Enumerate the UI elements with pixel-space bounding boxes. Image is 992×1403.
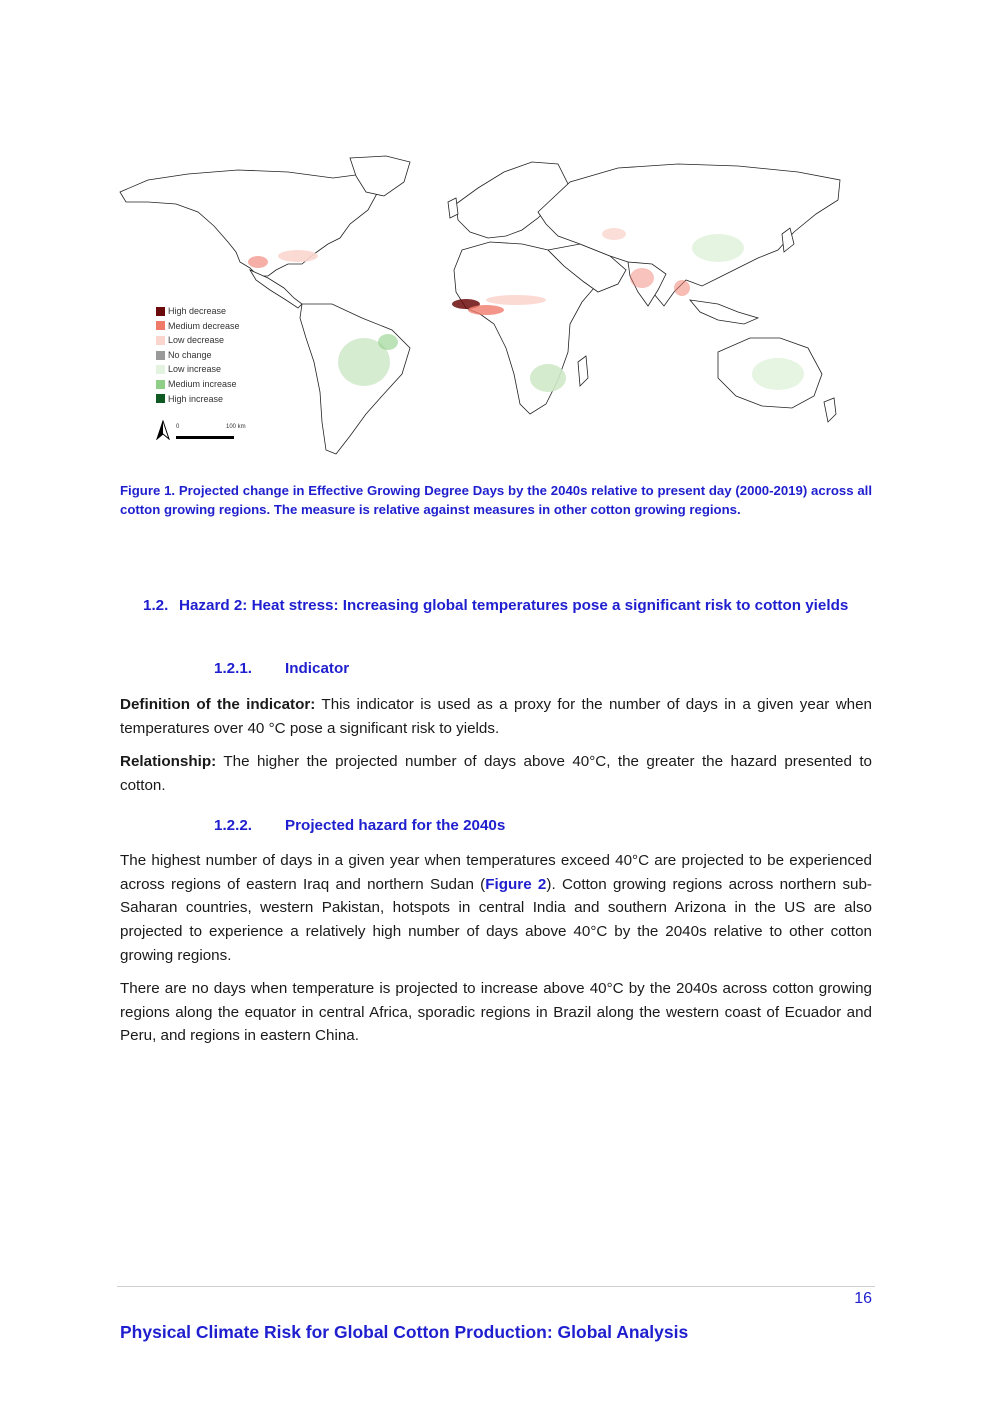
projected-hazard-paragraph	[120, 849, 872, 968]
legend-label: Medium increase	[168, 378, 237, 389]
subsection-number: 1.2.1.	[214, 660, 252, 677]
patch-south-africa-low-increase	[530, 364, 566, 392]
legend-swatch	[156, 365, 165, 374]
new-zealand-landmass	[824, 398, 836, 422]
definition-label: Definition of the indicator:	[120, 696, 316, 713]
patch-china-low-increase	[692, 234, 744, 262]
legend-swatch	[156, 321, 165, 330]
footer-document-title: Physical Climate Risk for Global Cotton Production: Global Analysis	[120, 1322, 689, 1342]
patch-west-africa-medium-decrease	[468, 305, 504, 315]
page-number: 16	[854, 1290, 872, 1307]
legend-item	[156, 319, 240, 334]
central-america-landmass	[250, 270, 302, 308]
legend-label: No change	[168, 349, 212, 360]
patch-us-low-decrease	[278, 250, 318, 262]
southeast-asia-islands	[690, 300, 758, 324]
subsection-heading-indicator	[214, 660, 349, 677]
section-heading	[143, 594, 873, 618]
paragraph-text-before: The highest number of days in a given year when temperatures exceed 40°C are projected to be experienced across regions of eastern Iraq and northern Sudan (	[120, 852, 872, 893]
world-map-figure	[118, 152, 844, 470]
patch-australia-low-increase	[752, 358, 804, 390]
legend-item	[156, 392, 240, 407]
legend-swatch	[156, 307, 165, 316]
legend-label: High decrease	[168, 306, 227, 316]
subsection-title: Indicator	[285, 660, 350, 677]
patch-brazil-medium-increase	[378, 334, 398, 350]
uk-landmass	[448, 198, 458, 218]
patch-central-asia-low-decrease	[602, 228, 626, 240]
patch-sahel-low-decrease	[486, 295, 546, 305]
patch-mexico-medium-decrease	[248, 256, 268, 268]
figure-caption: Figure 1. Projected change in Effective Growing Degree Days by the 2040s relative to present day (2000-2019) across all cotton growing regions. The measure is relative against measures in other cotton growing regions.	[120, 483, 872, 517]
madagascar-landmass	[578, 356, 588, 386]
relationship-label: Relationship:	[120, 753, 217, 770]
legend-item	[156, 333, 240, 348]
legend-label: Medium decrease	[168, 320, 240, 331]
legend-item	[156, 377, 240, 392]
legend-swatch	[156, 380, 165, 389]
paragraph-text-after: ). Cotton growing regions across northern sub-Saharan countries, western Pakistan, hotspots in central India and southern Arizona in the US are also projected to experience a relatively high number of days above 40°C by the 2040s relative to other cotton growing regions.	[120, 875, 872, 964]
legend-swatch	[156, 336, 165, 345]
scale-end-label: 100 km	[226, 424, 246, 430]
legend-swatch	[156, 394, 165, 403]
legend-item	[156, 304, 240, 319]
patch-se-asia-medium-decrease	[674, 280, 690, 296]
patch-india-medium-decrease	[630, 268, 654, 288]
map-legend	[156, 304, 240, 406]
no-days-paragraph: There are no days when temperature is projected to increase above 40°C by the 2040s across cotton growing regions along the equator in central Africa, sporadic regions in Brazil along the western coast of Ecuador and Peru, and regions in eastern China.	[120, 980, 872, 1045]
legend-item	[156, 348, 240, 363]
definition-text: This indicator is used as a proxy for the number of days in a given year when temperatures over 40 °C pose a significant risk to yields.	[120, 696, 873, 737]
relationship-paragraph	[120, 750, 872, 797]
scale-bar-line	[176, 436, 234, 439]
section-title: Hazard 2: Heat stress: Increasing global temperatures pose a significant risk to cotton yields	[179, 597, 849, 614]
section-number: 1.2.	[143, 597, 169, 614]
figure-2-link[interactable]: Figure 2	[485, 875, 547, 893]
legend-label: Low increase	[168, 364, 222, 375]
subsection-title: Projected hazard for the 2040s	[285, 817, 506, 834]
definition-paragraph	[120, 693, 872, 740]
legend-swatch	[156, 351, 165, 360]
subsection-number: 1.2.2.	[214, 817, 252, 834]
legend-item	[156, 362, 240, 377]
subsection-heading-projected-hazard	[214, 817, 505, 834]
map-scale-bar	[156, 420, 276, 442]
footer-divider	[117, 1286, 875, 1287]
north-arrow-icon	[156, 420, 170, 440]
scale-start-label: 0	[176, 424, 180, 430]
legend-label: Low decrease	[168, 335, 225, 346]
relationship-text: The higher the projected number of days above 40°C, the greater the hazard presented to cotton.	[120, 753, 872, 794]
legend-label: High increase	[168, 393, 224, 404]
